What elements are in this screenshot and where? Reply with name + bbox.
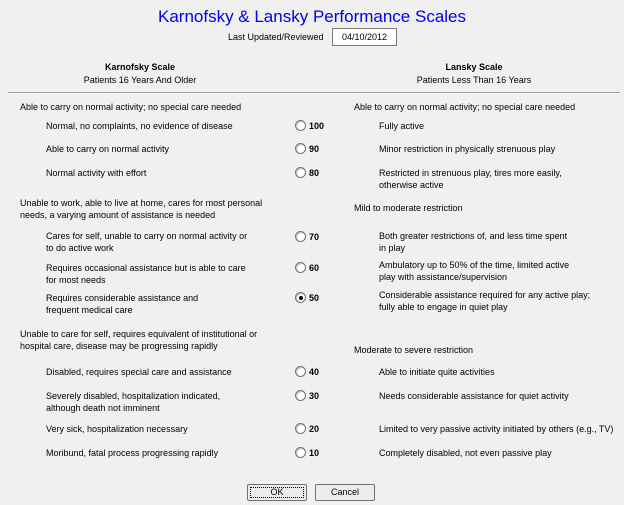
lansky-description: Considerable assistance required for any active play; fully able to engage in quiet play bbox=[379, 290, 591, 312]
karnofsky-description: Severely disabled, hospitalization indicated, although death not imminent bbox=[46, 391, 221, 413]
score-radio-100[interactable] bbox=[295, 120, 306, 131]
last-updated-field[interactable]: 04/10/2012 bbox=[332, 28, 397, 46]
lansky-section-1: Able to carry on normal activity; no special care needed bbox=[354, 102, 576, 112]
lansky-description: Limited to very passive activity initiated by others (e.g., TV) bbox=[379, 424, 614, 434]
score-radio-50[interactable] bbox=[295, 292, 306, 303]
page-title: Karnofsky & Lansky Performance Scales bbox=[157, 7, 467, 26]
score-value: 80 bbox=[309, 168, 320, 178]
score-value: 60 bbox=[309, 263, 320, 273]
lansky-section-2: Mild to moderate restriction bbox=[354, 203, 463, 213]
score-radio-90[interactable] bbox=[295, 143, 306, 154]
karnofsky-description: Requires considerable assistance and frequent medical care bbox=[46, 293, 199, 315]
score-value: 70 bbox=[309, 232, 320, 242]
karnofsky-heading: Karnofsky Scale bbox=[104, 62, 176, 72]
karnofsky-description: Normal, no complaints, no evidence of disease bbox=[46, 121, 233, 131]
lansky-section-3: Moderate to severe restriction bbox=[354, 345, 474, 355]
karnofsky-description: Cares for self, unable to carry on normal activity or to do active work bbox=[46, 231, 248, 253]
lansky-description: Fully active bbox=[379, 121, 425, 131]
score-value: 40 bbox=[309, 367, 320, 377]
score-value: 50 bbox=[309, 293, 320, 303]
lansky-description: Needs considerable assistance for quiet activity bbox=[379, 391, 569, 401]
score-value: 90 bbox=[309, 144, 320, 154]
score-value: 10 bbox=[309, 448, 320, 458]
header-divider bbox=[8, 92, 620, 94]
score-value: 20 bbox=[309, 424, 320, 434]
score-value: 30 bbox=[309, 391, 320, 401]
karnofsky-section-2: Unable to work, able to live at home, cares for most personal needs, a varying amount of assistance is needed bbox=[20, 198, 263, 220]
karnofsky-description: Very sick, hospitalization necessary bbox=[46, 424, 188, 434]
score-radio-10[interactable] bbox=[295, 447, 306, 458]
score-radio-80[interactable] bbox=[295, 167, 306, 178]
karnofsky-section-3: Unable to care for self, requires equivalent of institutional or hospital care, disease may be progressing rapidly bbox=[20, 329, 258, 351]
karnofsky-description: Normal activity with effort bbox=[46, 168, 147, 178]
score-radio-60[interactable] bbox=[295, 262, 306, 273]
score-radio-70[interactable] bbox=[295, 231, 306, 242]
lansky-description: Able to initiate quite activities bbox=[379, 367, 495, 377]
ok-button[interactable]: OK bbox=[247, 484, 307, 501]
karnofsky-description: Moribund, fatal process progressing rapidly bbox=[46, 448, 219, 458]
lansky-description: Minor restriction in physically strenuous play bbox=[379, 144, 556, 154]
lansky-description: Completely disabled, not even passive play bbox=[379, 448, 552, 458]
lansky-subheading: Patients Less Than 16 Years bbox=[416, 75, 532, 85]
lansky-description: Ambulatory up to 50% of the time, limited active play with assistance/supervision bbox=[379, 260, 570, 282]
score-value: 100 bbox=[309, 121, 325, 131]
karnofsky-section-1: Able to carry on normal activity; no special care needed bbox=[20, 102, 242, 112]
karnofsky-description: Able to carry on normal activity bbox=[46, 144, 170, 154]
lansky-description: Restricted in strenuous play, tires more easily, otherwise active bbox=[379, 168, 562, 190]
score-radio-20[interactable] bbox=[295, 423, 306, 434]
karnofsky-description: Disabled, requires special care and assistance bbox=[46, 367, 232, 377]
cancel-button[interactable]: Cancel bbox=[315, 484, 375, 501]
lansky-heading: Lansky Scale bbox=[445, 62, 503, 72]
score-radio-30[interactable] bbox=[295, 390, 306, 401]
karnofsky-description: Requires occasional assistance but is able to care for most needs bbox=[46, 263, 246, 285]
lansky-description: Both greater restrictions of, and less time spent in play bbox=[379, 231, 568, 253]
score-radio-40[interactable] bbox=[295, 366, 306, 377]
last-updated-label: Last Updated/Reviewed bbox=[228, 32, 324, 42]
karnofsky-subheading: Patients 16 Years And Older bbox=[83, 75, 197, 85]
